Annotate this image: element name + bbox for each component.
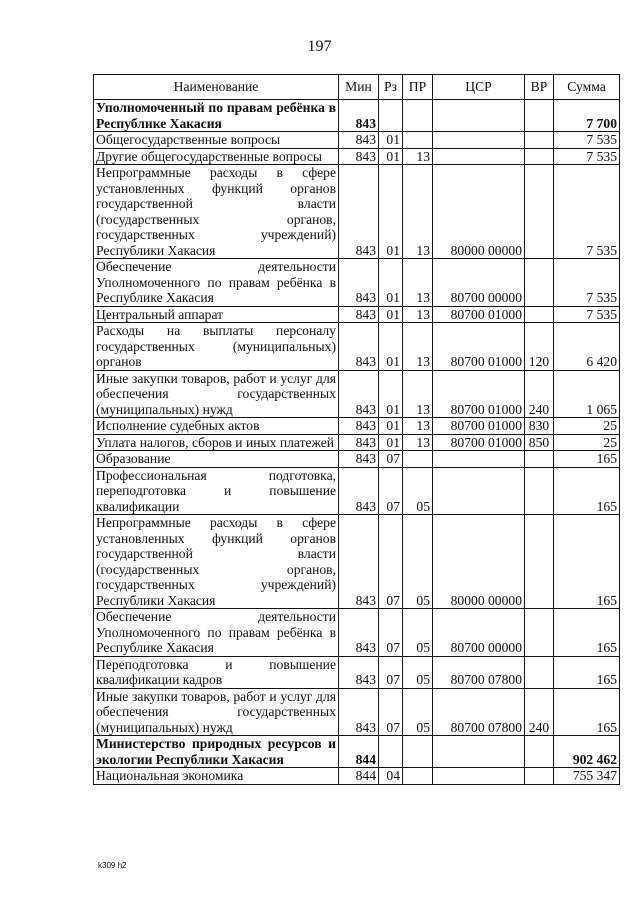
cell-vr xyxy=(525,306,554,323)
table-row xyxy=(94,370,620,418)
cell-min: 843 xyxy=(339,306,379,323)
cell-name: Непрограммные расходы в сфере установленных функций органов государственной власти (государственных органов, государственных учреждений) Республики Хакасия xyxy=(94,515,339,609)
cell-csr: 80700 00000 xyxy=(433,259,525,307)
cell-vr: 850 xyxy=(525,434,554,451)
cell-pr: 13 xyxy=(403,306,433,323)
cell-csr xyxy=(433,132,525,149)
cell-rz: 01 xyxy=(379,434,403,451)
cell-csr: 80700 00000 xyxy=(433,609,525,657)
cell-rz: 07 xyxy=(379,467,403,515)
cell-pr: 05 xyxy=(403,467,433,515)
cell-vr xyxy=(525,467,554,515)
table-row xyxy=(94,768,620,785)
table-row xyxy=(94,467,620,515)
table-header xyxy=(94,75,620,100)
cell-rz: 01 xyxy=(379,165,403,259)
cell-min: 843 xyxy=(339,609,379,657)
cell-pr: 05 xyxy=(403,656,433,688)
cell-min: 843 xyxy=(339,323,379,371)
table-row xyxy=(94,132,620,149)
cell-name: Непрограммные расходы в сфере установленных функций органов государственной власти (государственных органов, государственных учреждений) Республики Хакасия xyxy=(94,165,339,259)
footer-code: k309 h2 xyxy=(98,861,127,870)
cell-vr: 830 xyxy=(525,418,554,435)
cell-min: 843 xyxy=(339,467,379,515)
column-header-name: Наименование xyxy=(94,75,339,100)
cell-name: Министерство природных ресурсов и экологии Республики Хакасия xyxy=(94,736,339,768)
cell-name: Обеспечение деятельности Уполномоченного по правам ребёнка в Республике Хакасия xyxy=(94,259,339,307)
table-row xyxy=(94,100,620,132)
cell-sum: 165 xyxy=(554,515,620,609)
cell-pr: 13 xyxy=(403,370,433,418)
cell-sum: 1 065 xyxy=(554,370,620,418)
cell-csr: 80700 07800 xyxy=(433,656,525,688)
cell-csr: 80700 01000 xyxy=(433,418,525,435)
cell-rz: 01 xyxy=(379,259,403,307)
cell-rz xyxy=(379,100,403,132)
cell-vr xyxy=(525,736,554,768)
cell-rz: 01 xyxy=(379,418,403,435)
cell-name: Центральный аппарат xyxy=(94,306,339,323)
column-header-csr: ЦСР xyxy=(433,75,525,100)
cell-vr xyxy=(525,451,554,468)
cell-name: Другие общегосударственные вопросы xyxy=(94,148,339,165)
cell-min: 843 xyxy=(339,132,379,149)
cell-sum: 165 xyxy=(554,467,620,515)
cell-csr: 80700 01000 xyxy=(433,323,525,371)
page-number: 197 xyxy=(307,38,332,55)
cell-vr: 240 xyxy=(525,370,554,418)
cell-name: Иные закупки товаров, работ и услуг для обеспечения государственных (муниципальных) нужд xyxy=(94,370,339,418)
cell-sum: 165 xyxy=(554,656,620,688)
cell-vr xyxy=(525,259,554,307)
table-row xyxy=(94,259,620,307)
cell-vr xyxy=(525,609,554,657)
cell-csr xyxy=(433,768,525,785)
cell-sum: 7 535 xyxy=(554,259,620,307)
cell-sum: 165 xyxy=(554,609,620,657)
table-row xyxy=(94,609,620,657)
cell-pr xyxy=(403,736,433,768)
cell-vr xyxy=(525,165,554,259)
column-header-pr: ПР xyxy=(403,75,433,100)
cell-pr: 05 xyxy=(403,515,433,609)
cell-sum: 25 xyxy=(554,434,620,451)
cell-name: Обеспечение деятельности Уполномоченного по правам ребёнка в Республике Хакасия xyxy=(94,609,339,657)
cell-name: Исполнение судебных актов xyxy=(94,418,339,435)
cell-rz xyxy=(379,736,403,768)
cell-csr: 80700 01000 xyxy=(433,434,525,451)
cell-min: 843 xyxy=(339,100,379,132)
table-row xyxy=(94,736,620,768)
cell-name: Общегосударственные вопросы xyxy=(94,132,339,149)
cell-min: 843 xyxy=(339,434,379,451)
cell-name: Образование xyxy=(94,451,339,468)
cell-min: 843 xyxy=(339,656,379,688)
cell-pr: 05 xyxy=(403,609,433,657)
cell-min: 844 xyxy=(339,768,379,785)
cell-csr xyxy=(433,467,525,515)
cell-rz: 01 xyxy=(379,132,403,149)
cell-sum: 165 xyxy=(554,451,620,468)
cell-pr: 13 xyxy=(403,148,433,165)
cell-min: 843 xyxy=(339,451,379,468)
cell-csr xyxy=(433,451,525,468)
column-header-rz: Рз xyxy=(379,75,403,100)
cell-rz: 07 xyxy=(379,451,403,468)
cell-min: 843 xyxy=(339,515,379,609)
cell-vr: 240 xyxy=(525,688,554,736)
cell-min: 843 xyxy=(339,165,379,259)
cell-name: Национальная экономика xyxy=(94,768,339,785)
cell-csr: 80700 01000 xyxy=(433,370,525,418)
cell-rz: 01 xyxy=(379,306,403,323)
cell-rz: 07 xyxy=(379,688,403,736)
cell-sum: 7 535 xyxy=(554,306,620,323)
cell-vr xyxy=(525,768,554,785)
cell-sum: 25 xyxy=(554,418,620,435)
cell-sum: 7 535 xyxy=(554,165,620,259)
cell-csr xyxy=(433,148,525,165)
cell-sum: 7 535 xyxy=(554,148,620,165)
budget-table xyxy=(93,74,620,785)
table-body xyxy=(94,100,620,785)
cell-vr xyxy=(525,656,554,688)
cell-pr xyxy=(403,768,433,785)
cell-sum: 755 347 xyxy=(554,768,620,785)
column-header-sum: Сумма xyxy=(554,75,620,100)
table-row xyxy=(94,656,620,688)
cell-sum: 7 700 xyxy=(554,100,620,132)
cell-rz: 04 xyxy=(379,768,403,785)
cell-csr: 80700 01000 xyxy=(433,306,525,323)
table-row xyxy=(94,306,620,323)
column-header-min: Мин xyxy=(339,75,379,100)
cell-min: 843 xyxy=(339,688,379,736)
cell-min: 844 xyxy=(339,736,379,768)
cell-pr: 13 xyxy=(403,323,433,371)
cell-vr xyxy=(525,515,554,609)
cell-rz: 07 xyxy=(379,609,403,657)
cell-pr: 05 xyxy=(403,688,433,736)
cell-rz: 01 xyxy=(379,148,403,165)
cell-min: 843 xyxy=(339,370,379,418)
table-row xyxy=(94,451,620,468)
cell-min: 843 xyxy=(339,148,379,165)
cell-sum: 165 xyxy=(554,688,620,736)
cell-csr: 80700 07800 xyxy=(433,688,525,736)
table-row xyxy=(94,515,620,609)
cell-csr: 80000 00000 xyxy=(433,165,525,259)
cell-name: Профессиональная подготовка, переподготовка и повышение квалификации xyxy=(94,467,339,515)
cell-pr: 13 xyxy=(403,165,433,259)
cell-pr xyxy=(403,100,433,132)
table-row xyxy=(94,148,620,165)
cell-csr xyxy=(433,100,525,132)
cell-name: Переподготовка и повышение квалификации кадров xyxy=(94,656,339,688)
cell-pr: 13 xyxy=(403,259,433,307)
cell-vr xyxy=(525,100,554,132)
cell-name: Уплата налогов, сборов и иных платежей xyxy=(94,434,339,451)
cell-name: Уполномоченный по правам ребёнка в Республике Хакасия xyxy=(94,100,339,132)
cell-min: 843 xyxy=(339,418,379,435)
cell-rz: 07 xyxy=(379,656,403,688)
cell-rz: 01 xyxy=(379,323,403,371)
cell-vr xyxy=(525,132,554,149)
cell-pr xyxy=(403,451,433,468)
cell-csr: 80000 00000 xyxy=(433,515,525,609)
cell-name: Расходы на выплаты персоналу государственных (муниципальных) органов xyxy=(94,323,339,371)
cell-pr: 13 xyxy=(403,418,433,435)
table-row xyxy=(94,434,620,451)
table-row xyxy=(94,418,620,435)
table-row xyxy=(94,323,620,371)
cell-rz: 01 xyxy=(379,370,403,418)
cell-vr: 120 xyxy=(525,323,554,371)
cell-sum: 6 420 xyxy=(554,323,620,371)
cell-pr: 13 xyxy=(403,434,433,451)
cell-rz: 07 xyxy=(379,515,403,609)
cell-min: 843 xyxy=(339,259,379,307)
cell-pr xyxy=(403,132,433,149)
cell-name: Иные закупки товаров, работ и услуг для обеспечения государственных (муниципальных) нужд xyxy=(94,688,339,736)
table-row xyxy=(94,688,620,736)
column-header-vr: ВР xyxy=(525,75,554,100)
cell-csr xyxy=(433,736,525,768)
cell-sum: 902 462 xyxy=(554,736,620,768)
table-row xyxy=(94,165,620,259)
cell-sum: 7 535 xyxy=(554,132,620,149)
cell-vr xyxy=(525,148,554,165)
